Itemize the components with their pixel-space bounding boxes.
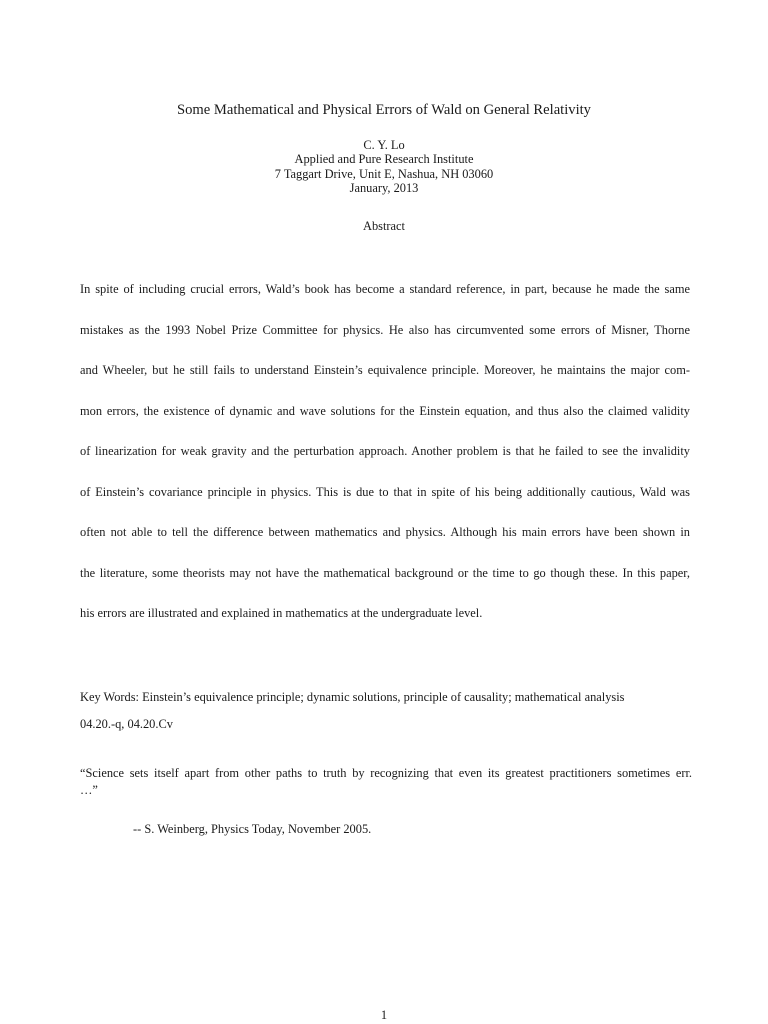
pacs-codes: 04.20.-q, 04.20.Cv — [80, 717, 173, 731]
paper-date: January, 2013 — [349, 181, 419, 196]
abstract-line: and Wheeler, but he still fails to understand Einstein’s equivalence principle. Moreover, he maintains the major com- — [80, 363, 690, 377]
epigraph-line: …” — [80, 783, 98, 797]
abstract-line: mon errors, the existence of dynamic and wave solutions for the Einstein equation, and thus also the claimed validity — [80, 403, 690, 418]
author-name: C. Y. Lo — [363, 138, 405, 152]
abstract-line: mistakes as the 1993 Nobel Prize Committee for physics. He also has circumvented some errors of Misner, Thorne — [80, 322, 690, 337]
abstract-line: his errors are illustrated and explained in mathematics at the undergraduate level. — [80, 606, 483, 620]
keywords-line: Key Words: Einstein’s equivalence principle; dynamic solutions, principle of causality; mathematical analysis — [80, 690, 625, 704]
abstract-line: of Einstein’s covariance principle in physics. This is due to that in spite of his being additionally cautious, Wald was — [80, 484, 690, 499]
epigraph-line: “Science sets itself apart from other paths to truth by recognizing that even its greatest practitioners sometimes err. — [80, 766, 692, 780]
epigraph-quote — [80, 763, 692, 797]
epigraph-attribution: -- S. Weinberg, Physics Today, November 2005. — [133, 822, 372, 836]
author-block — [0, 138, 768, 196]
page-number: 1 — [380, 1008, 388, 1022]
abstract-body — [80, 269, 690, 634]
keywords-block — [80, 684, 700, 738]
abstract-line: In spite of including crucial errors, Wald’s book has become a standard reference, in part, because he made the same — [80, 282, 690, 296]
abstract-line: of linearization for weak gravity and the perturbation approach. Another problem is that he failed to see the invalidity — [80, 444, 690, 458]
abstract-heading: Abstract — [363, 219, 405, 233]
author-institute: Applied and Pure Research Institute — [294, 152, 474, 167]
paper-title: Some Mathematical and Physical Errors of Wald on General Relativity — [177, 102, 591, 118]
abstract-line: the literature, some theorists may not have the mathematical background or the time to go though these. In this paper, — [80, 565, 690, 580]
author-address: 7 Taggart Drive, Unit E, Nashua, NH 03060 — [274, 166, 494, 181]
abstract-line: often not able to tell the difference between mathematics and physics. Although his main errors have been shown in — [80, 525, 690, 539]
